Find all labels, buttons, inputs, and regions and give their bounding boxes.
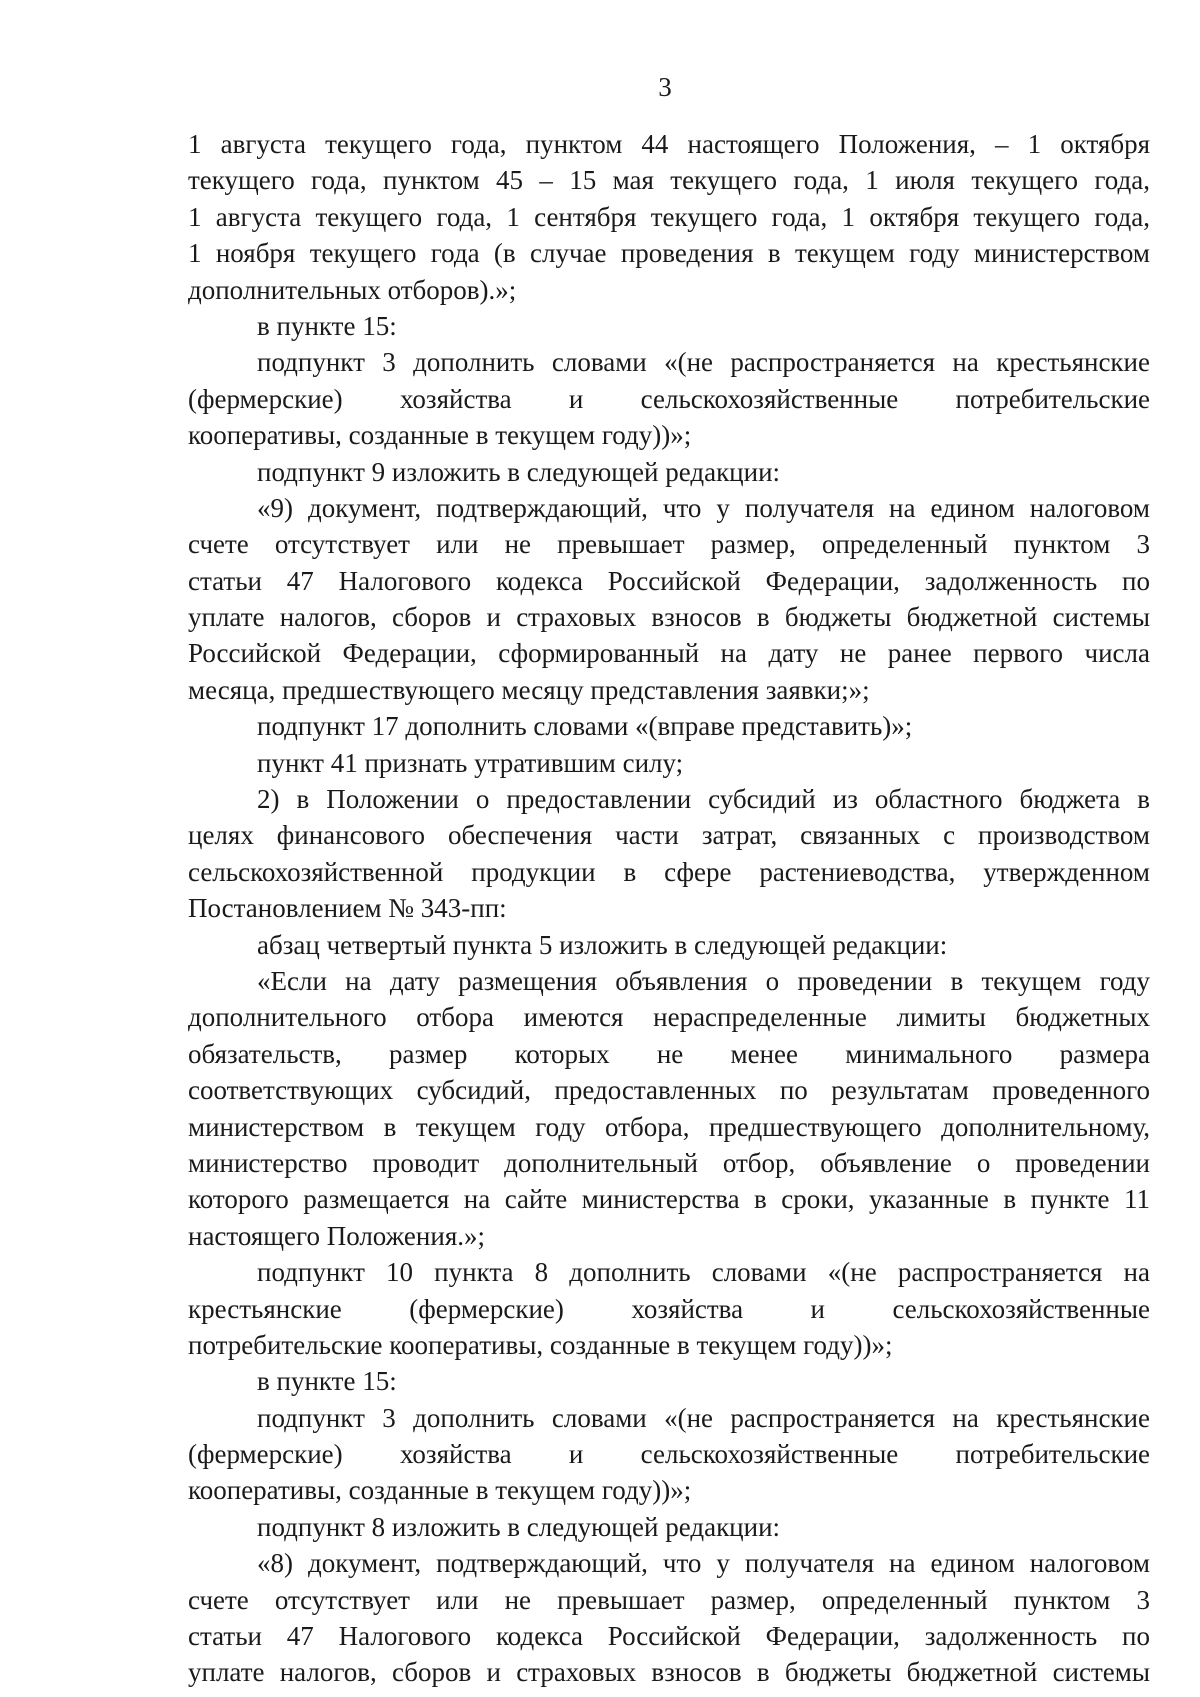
text-line: подпункт 8 изложить в следующей редакции: [257, 1511, 781, 1542]
text-line: которого размещается на сайте министерства в сроки, указанные в пункте 11 [188, 1184, 1150, 1215]
text-line: сельскохозяйственной продукции в сфере растениеводства, утвержденном [188, 856, 1150, 887]
text-line: Постановлением № 343-пп: [188, 893, 507, 924]
text-line: (фермерские) хозяйства и сельскохозяйственные потребительские [188, 1439, 1150, 1470]
text-line: 1 августа текущего года, 1 сентября текущего года, 1 октября текущего года, [188, 201, 1150, 232]
page-number: 3 [658, 72, 672, 102]
text-line: в пункте 15: [257, 1366, 397, 1397]
text-line: подпункт 3 дополнить словами «(не распространяется на крестьянские [257, 1402, 1150, 1433]
text-line: дополнительного отбора имеются нераспределенные лимиты бюджетных [188, 1002, 1150, 1033]
text-line: статьи 47 Налогового кодекса Российской Федерации, задолженность по [188, 565, 1150, 596]
text-line: подпункт 10 пункта 8 дополнить словами «(не распространяется на [257, 1257, 1150, 1288]
text-line: целях финансового обеспечения части затрат, связанных с производством [188, 820, 1150, 851]
text-line: соответствующих субсидий, предоставленных по результатам проведенного [188, 1075, 1150, 1106]
text-line: счете отсутствует или не превышает размер, определенный пунктом 3 [188, 1584, 1150, 1615]
text-line: «9) документ, подтверждающий, что у получателя на едином налоговом [257, 492, 1150, 523]
text-line: Российской Федерации, сформированный на дату не ранее первого числа [188, 638, 1150, 669]
text-line: 2) в Положении о предоставлении субсидий из областного бюджета в [257, 784, 1150, 815]
text-line: кооперативы, созданные в текущем году))»; [188, 1475, 692, 1506]
text-line: подпункт 3 дополнить словами «(не распространяется на крестьянские [257, 347, 1150, 378]
text-line: текущего года, пунктом 45 – 15 мая текущего года, 1 июля текущего года, [188, 165, 1150, 196]
text-line: дополнительных отборов).»; [188, 274, 517, 305]
text-line: уплате налогов, сборов и страховых взносов в бюджеты бюджетной системы [188, 1657, 1150, 1688]
text-line: абзац четвертый пункта 5 изложить в следующей редакции: [257, 929, 948, 960]
text-line: (фермерские) хозяйства и сельскохозяйственные потребительские [188, 383, 1150, 414]
text-line: счете отсутствует или не превышает размер, определенный пунктом 3 [188, 529, 1150, 560]
text-line: министерством в текущем году отбора, предшествующего дополнительному, [188, 1111, 1150, 1142]
text-line: кооперативы, созданные в текущем году))»; [188, 420, 692, 451]
text-line: в пункте 15: [257, 310, 397, 341]
text-line: подпункт 17 дополнить словами «(вправе представить)»; [257, 711, 913, 742]
text-line: 1 ноября текущего года (в случае проведения в текущем году министерством [188, 238, 1150, 269]
text-line: 1 августа текущего года, пунктом 44 настоящего Положения, – 1 октября [188, 129, 1150, 159]
text-line: месяца, предшествующего месяцу представления заявки;»; [188, 674, 870, 705]
text-line: «8) документ, подтверждающий, что у получателя на едином налоговом [257, 1548, 1150, 1579]
text-line: пункт 41 признать утратившим силу; [257, 747, 684, 778]
text-line: министерство проводит дополнительный отбор, объявление о проведении [188, 1147, 1150, 1178]
text-line: потребительские кооперативы, созданные в текущем году))»; [188, 1329, 893, 1360]
text-line: крестьянские (фермерские) хозяйства и сельскохозяйственные [188, 1293, 1150, 1324]
text-line: обязательств, размер которых не менее минимального размера [188, 1038, 1150, 1069]
document-body [188, 126, 1150, 1691]
text-line: подпункт 9 изложить в следующей редакции: [257, 456, 781, 487]
text-line: уплате налогов, сборов и страховых взносов в бюджеты бюджетной системы [188, 602, 1150, 633]
text-line: «Если на дату размещения объявления о проведении в текущем году [257, 965, 1150, 996]
text-line: настоящего Положения.»; [188, 1220, 485, 1251]
text-line: статьи 47 Налогового кодекса Российской Федерации, задолженность по [188, 1621, 1150, 1652]
